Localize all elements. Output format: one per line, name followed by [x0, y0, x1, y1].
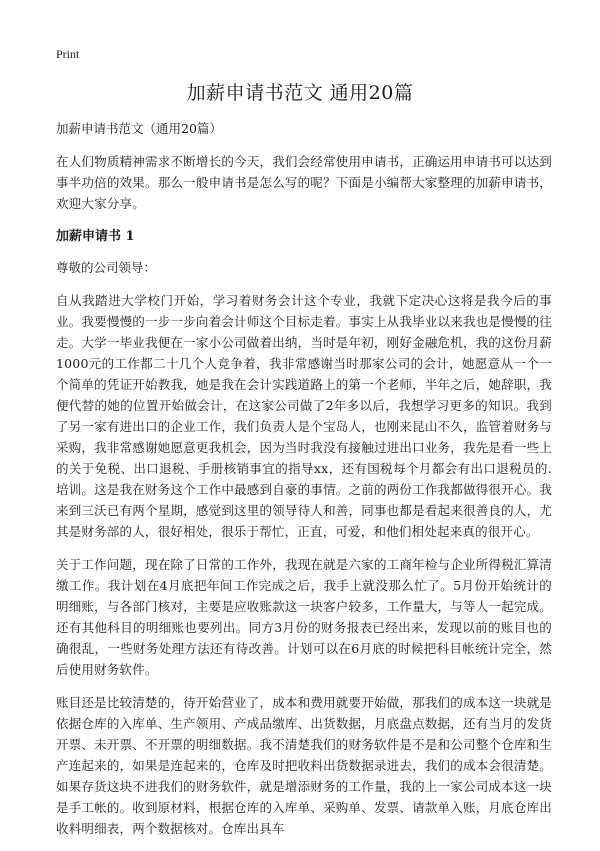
document-body: [56, 118, 552, 851]
document-subtitle: 加薪申请书范文（通用20篇）: [56, 121, 222, 136]
letter-greeting: 尊敬的公司领导：: [56, 260, 157, 275]
body-paragraph-2: 关于工作问题，现在除了日常的工作外，我现在就是六家的工商年检与企业所得税汇算清缴工作。我计划在4月底把年间工作完成之后，我手上就没那么忙了。5月份开始统计的明细账，与各部门核对，主要是应收账款这一块客户较多，工作量大，与等人一起完成。还有其他科目的明细账也要列出。同方3月份的财务报表已经出来，发现以前的账目也的确很乱，一些财务处理方法还有待改善。计划可以在6月底的时候把科目帐统计完全，然后使用财务软件。: [56, 557, 552, 677]
body-paragraph-3: 账目还是比较清楚的，待开始营业了，成本和费用就要开始做，那我们的成本这一块就是依据仓库的入库单、生产领用、产成品缴库、出货数据，月底盘点数据，还有当月的发货开票、未开票、不开票的明细数据。我不清楚我们的财务软件是不是和公司整个仓库和生产连起来的，如果是连起来的，仓库及时把收料出货数据录进去，我们的成本会很清楚。如果存货这块不进我们的财务软件，就是增添财务的工作量，我的上一家公司成本这一块是手工帐的。收到原材料，根据仓库的入库单、采购单、发票、请款单入账，月底仓库出收料明细表，两个数据核对。仓库出具车: [56, 695, 552, 836]
section-heading: 加薪申请书 1: [56, 229, 135, 244]
body-paragraph-1: 自从我踏进大学校门开始，学习着财务会计这个专业，我就下定决心这将是我今后的事业。我要慢慢的一步一步向着会计师这个目标走着。事实上从我毕业以来我也是慢慢的往走。大学一毕业我便在一家小公司做着出纳，当时是年初，刚好金融危机，我的这份月薪1000元的工作都二十几个人竞争着，我非常感谢当时那家公司的会计，她愿意从一个一个简单的凭证开始教我，她是我在会计实践道路上的第一个老师，半年之后，她辞职，我便代替的她的位置开始做会计，在这家公司做了2年多以后，我想学习更多的知识。我到了另一家有进出口的企业工作，我们负责人是个宝岛人，也刚来昆山不久，监管着财务与采购，我非常感谢她愿意更我机会，因为当时我没有接触过进出口业务，我先是看一些上的关于免税、出口退税、手册核销事宜的指导xx，还有国税每个月都会有出口退税员的.培训。这是我在财务这个工作中最感到自豪的事情。之前的两份工作我都做得很开心。我来到三沃已有两个星期，感觉到这里的领导待人和善，同事也都是看起来很善良的人，尤其是财务部的人，很好相处，很乐于帮忙，正直，可爱，和他们相处起来真的很开心。: [56, 293, 552, 539]
intro-paragraph: 在人们物质精神需求不断增长的今天，我们会经常使用申请书，正确运用申请书可以达到事半功倍的效果。那么一般申请书是怎么写的呢？下面是小编帮大家整理的加薪申请书，欢迎大家分享。: [56, 154, 552, 211]
print-link[interactable]: Print: [56, 47, 80, 61]
page-title: 加薪申请书范文 通用20篇: [186, 82, 414, 104]
